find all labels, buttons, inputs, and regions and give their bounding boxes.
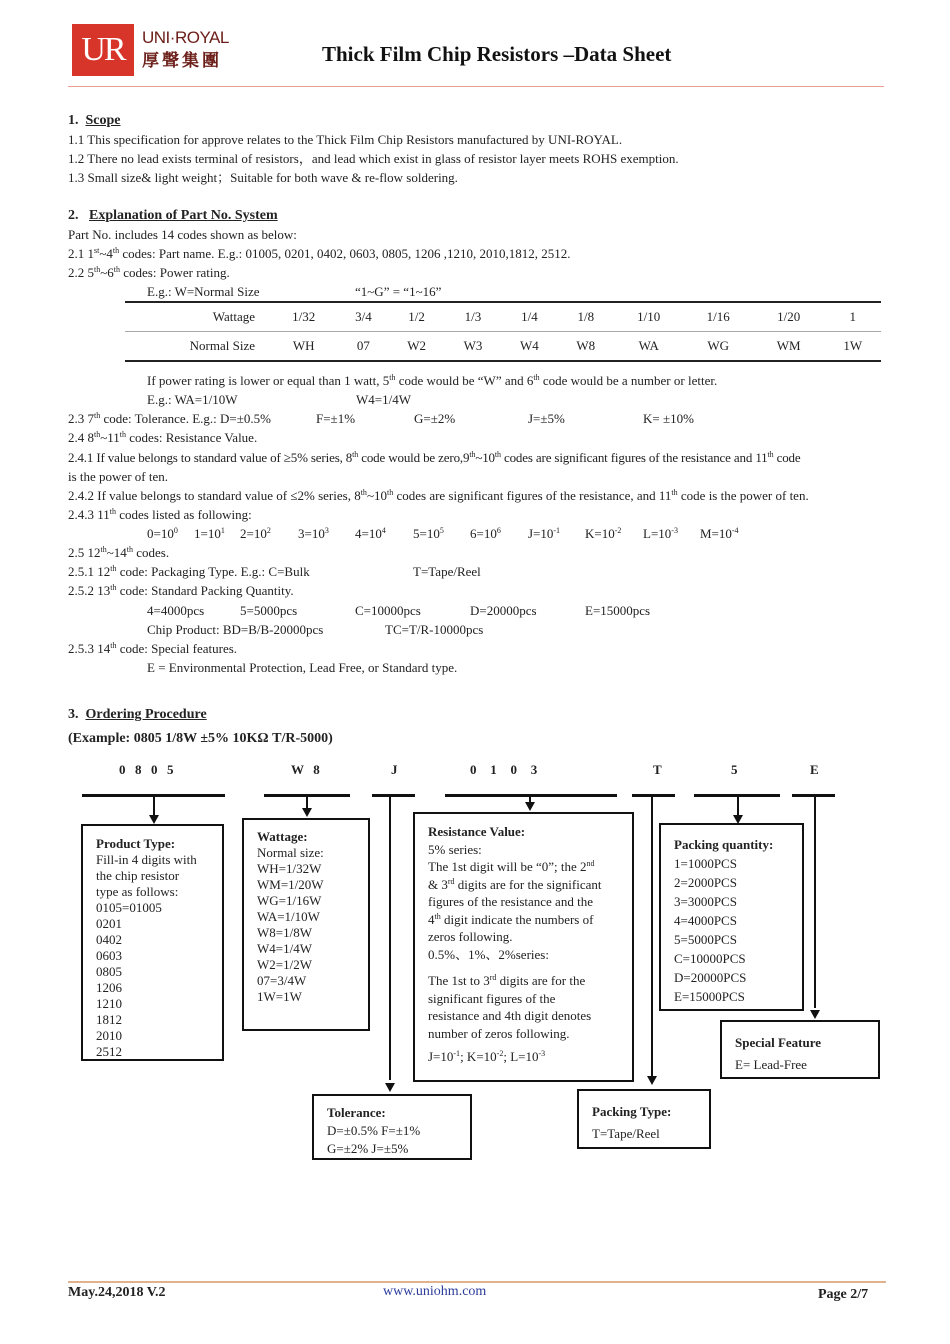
- arrow-down-icon: [810, 1010, 820, 1019]
- box-line: number of zeros following.: [428, 1025, 570, 1041]
- power-code: $M=10^{-4}$: [700, 526, 739, 541]
- part-no-2-4-3: 2.4.3 11th codes listed as following:: [68, 507, 252, 522]
- box-line: WM=1/20W: [257, 877, 324, 892]
- box-line: 0201: [96, 916, 122, 931]
- box-line: $J=10^{-1}$; $K=10^{-2}$; $L=10^{-3}$: [428, 1049, 546, 1064]
- box-line: 3=3000PCS: [674, 894, 737, 909]
- tolerance-box: [312, 1094, 472, 1160]
- bracket-tolerance: [372, 794, 415, 797]
- heading-text: Explanation of Part No. System: [89, 208, 278, 223]
- box-line: C=10000PCS: [674, 951, 746, 966]
- part-no-2-3: 2.3 7th code: Tolerance. E.g.: D=±0.5%: [68, 411, 271, 426]
- code-special: E: [810, 762, 820, 777]
- power-code: $1=10^1$: [194, 526, 225, 541]
- box-line: 07=3/4W: [257, 973, 307, 988]
- special-features-note: E = Environmental Protection, Lead Free, or Standard type.: [147, 660, 458, 675]
- box-title: Product Type:: [96, 836, 176, 851]
- box-line: 0.5%、1%、2%series:: [428, 946, 549, 962]
- box-line: 2512: [96, 1044, 122, 1059]
- code-resistance: 0 1 0 3: [470, 762, 539, 777]
- table-cell: 1/32: [269, 302, 338, 332]
- box-line: 0402: [96, 932, 122, 947]
- box-line: the chip resistor: [96, 868, 180, 883]
- row-label: Wattage: [125, 302, 269, 332]
- table-cell: W8: [558, 332, 614, 362]
- power-code: $3=10^3$: [298, 526, 329, 541]
- footer-website-link[interactable]: www.uniohm.com: [383, 1284, 487, 1299]
- power-code: $4=10^4$: [355, 526, 386, 541]
- table-cell: WM: [753, 332, 825, 362]
- power-code: $J=10^{-1}$: [528, 526, 561, 541]
- box-line: W8=1/8W: [257, 925, 312, 940]
- table-cell: 1: [825, 302, 881, 332]
- box-title: Wattage:: [257, 829, 308, 844]
- box-line: The 1st digit will be “0”; the 2nd: [428, 859, 595, 874]
- table-cell: WG: [683, 332, 752, 362]
- box-line: 0105=01005: [96, 900, 162, 915]
- box-line: 1=1000PCS: [674, 856, 737, 871]
- bracket-resistance: [445, 794, 617, 797]
- part-no-2-1: 2.1 1st~4th codes: Part name. E.g.: 01005, 0201, 0402, 0603, 0805, 1206 ,1210, 2010,1812, 2512.: [68, 246, 571, 261]
- part-no-2-4: 2.4 8th~11th codes: Resistance Value.: [68, 430, 258, 445]
- heading-text: Ordering Procedure: [85, 707, 207, 722]
- power-code: $L=10^{-3}$: [643, 526, 678, 541]
- arrow-down-icon: [385, 1083, 395, 1092]
- packing-quantity-box: [659, 823, 804, 1011]
- heading-text: Scope: [85, 113, 121, 128]
- box-line: The 1st to 3rd digits are for the: [428, 973, 586, 988]
- footer-page-number: Page 2/7: [818, 1287, 869, 1302]
- power-code: $2=10^2$: [240, 526, 271, 541]
- code-tolerance: J: [391, 762, 399, 777]
- part-no-intro: Part No. includes 14 codes shown as below:: [68, 227, 297, 242]
- box-line: WA=1/10W: [257, 909, 320, 924]
- power-code: $0=10^0$: [147, 526, 178, 541]
- tolerance-g: G=±2%: [414, 411, 456, 426]
- box-line: T=Tape/Reel: [592, 1126, 660, 1141]
- heading-number: 1.: [68, 113, 79, 128]
- part-no-2-2: 2.2 5th~6th codes: Power rating.: [68, 265, 230, 280]
- scope-line-1: 1.1 This specification for approve relates to the Thick Film Chip Resistors manufactured by UNI-ROYAL.: [68, 132, 623, 147]
- table-row-wattage: [125, 302, 881, 332]
- box-line: WH=1/32W: [257, 861, 322, 876]
- part-no-2-5: 2.5 12th~14th codes.: [68, 545, 170, 560]
- connector-line-packing-type: [651, 796, 653, 1076]
- eg-range: “1~G” = “1~16”: [355, 284, 442, 299]
- scope-line-2: 1.2 There no lead exists terminal of resistors，and lead which exist in glass of resistor layer meets ROHS exemption.: [68, 151, 679, 166]
- box-line: 4=4000PCS: [674, 913, 737, 928]
- box-line: resistance and 4th digit denotes: [428, 1008, 592, 1023]
- table-cell: 07: [338, 332, 388, 362]
- resistance-value-box: [413, 812, 634, 1082]
- table-cell: 1/3: [445, 302, 501, 332]
- box-line: W2=1/2W: [257, 957, 312, 972]
- box-line: 4th digit indicate the numbers of: [428, 911, 594, 927]
- arrow-down-icon: [149, 815, 159, 824]
- bracket-packing-type: [632, 794, 675, 797]
- table-cell: W3: [445, 332, 501, 362]
- table-cell: W4: [501, 332, 557, 362]
- scope-heading: [68, 113, 121, 129]
- box-line: zeros following.: [428, 929, 513, 944]
- table-cell: W2: [388, 332, 444, 362]
- box-line: Normal size:: [257, 845, 324, 860]
- heading-number: 3.: [68, 707, 79, 722]
- document-title: Thick Film Chip Resistors –Data Sheet: [322, 42, 672, 66]
- code-wattage: W 8: [291, 762, 321, 777]
- box-title: Resistance Value:: [428, 824, 526, 839]
- box-line: & 3rd digits are for the significant: [428, 876, 602, 892]
- power-code: $5=10^5$: [413, 526, 444, 541]
- connector-line: [737, 796, 739, 816]
- box-title: Special Feature: [735, 1035, 822, 1050]
- ordering-heading: [68, 707, 207, 723]
- connector-line-tolerance: [389, 796, 391, 1080]
- part-no-heading: [68, 208, 278, 224]
- packaging-tape-reel: T=Tape/Reel: [413, 564, 481, 579]
- tolerance-f: F=±1%: [316, 411, 356, 426]
- box-line: 0805: [96, 964, 122, 979]
- row-label: Normal Size: [125, 332, 269, 362]
- company-logo-chinese: 厚聲集團: [142, 51, 222, 71]
- table-cell: WH: [269, 332, 338, 362]
- wattage-table: [125, 301, 881, 362]
- header-divider: [68, 86, 884, 87]
- qty-code: 5=5000pcs: [240, 603, 298, 618]
- table-cell: 3/4: [338, 302, 388, 332]
- box-title: Tolerance:: [327, 1105, 386, 1120]
- box-line: 1812: [96, 1012, 122, 1027]
- eg-wa: E.g.: WA=1/10W: [147, 392, 238, 407]
- company-logo-name: UNI·ROYAL: [142, 28, 229, 47]
- chip-product-tc: TC=T/R-10000pcs: [385, 622, 484, 637]
- part-no-2-5-1: 2.5.1 12th code: Packaging Type. E.g.: C=Bulk: [68, 564, 310, 579]
- part-no-2-4-1-cont: is the power of ten.: [68, 469, 169, 484]
- eg-normal-size: E.g.: W=Normal Size: [147, 284, 260, 299]
- special-feature-box: [720, 1020, 880, 1079]
- table-cell: 1/8: [558, 302, 614, 332]
- box-line: type as follows:: [96, 884, 179, 899]
- table-cell: 1/2: [388, 302, 444, 332]
- scope-line-3: 1.3 Small size& light weight；Suitable for both wave & re-flow soldering.: [68, 170, 458, 185]
- box-line: WG=1/16W: [257, 893, 322, 908]
- box-line: 5=5000PCS: [674, 932, 737, 947]
- qty-code: 4=4000pcs: [147, 603, 205, 618]
- table-cell: 1/16: [683, 302, 752, 332]
- box-line: 2010: [96, 1028, 122, 1043]
- box-line: E= Lead-Free: [735, 1057, 807, 1072]
- part-no-2-4-2: 2.4.2 If value belongs to standard value of ≤2% series, 8th~10th codes are significant figures of the resistance, and 11th code is the power of ten.: [68, 488, 809, 503]
- qty-code: E=15000pcs: [585, 603, 651, 618]
- company-logo-mark: UR: [72, 24, 134, 76]
- arrow-down-icon: [525, 802, 535, 811]
- code-part-size: 0 8 0 5: [119, 762, 175, 777]
- eg-w4: W4=1/4W: [356, 392, 411, 407]
- box-line: 5% series:: [428, 841, 482, 857]
- code-packing-type: T: [653, 762, 663, 777]
- box-line: G=±2% J=±5%: [327, 1141, 409, 1156]
- qty-code: D=20000pcs: [470, 603, 537, 618]
- table-cell: WA: [614, 332, 683, 362]
- chip-product-bd: Chip Product: BD=B/B-20000pcs: [147, 622, 324, 637]
- arrow-down-icon: [647, 1076, 657, 1085]
- table-cell: 1/4: [501, 302, 557, 332]
- ordering-example: (Example: 0805 1/8W ±5% 10KΩ T/R-5000): [68, 731, 333, 746]
- packing-type-box: [577, 1089, 711, 1149]
- box-line: D=20000PCS: [674, 970, 747, 985]
- box-line: 0603: [96, 948, 122, 963]
- connector-line-special: [814, 796, 816, 1008]
- qty-code: C=10000pcs: [355, 603, 421, 618]
- table-row-normal-size: [125, 332, 881, 362]
- table-cell: 1/20: [753, 302, 825, 332]
- box-line: figures of the resistance and the: [428, 894, 593, 909]
- part-no-2-5-2: 2.5.2 13th code: Standard Packing Quantity.: [68, 583, 294, 598]
- box-line: 1W=1W: [257, 989, 302, 1004]
- code-packing-qty: 5: [731, 762, 739, 777]
- tolerance-k: K= ±10%: [643, 411, 694, 426]
- heading-number: 2.: [68, 208, 79, 223]
- wattage-box: [242, 818, 370, 1031]
- box-line: 1210: [96, 996, 122, 1011]
- box-title: Packing Type:: [592, 1104, 672, 1119]
- footer-divider: [68, 1281, 886, 1283]
- part-no-2-5-3: 2.5.3 14th code: Special features.: [68, 641, 238, 656]
- product-type-box: [81, 824, 224, 1061]
- box-line: 2=2000PCS: [674, 875, 737, 890]
- footer-date-version: May.24,2018 V.2: [68, 1285, 166, 1300]
- power-code: $6=10^6$: [470, 526, 501, 541]
- box-line: Fill-in 4 digits with: [96, 852, 197, 867]
- part-no-2-4-1: 2.4.1 If value belongs to standard value of ≥5% series, 8th code would be zero,9th~10th codes are significant figures of the resistance and 11th code: [68, 450, 801, 465]
- table-cell: 1/10: [614, 302, 683, 332]
- box-line: E=15000PCS: [674, 989, 745, 1004]
- arrow-down-icon: [302, 808, 312, 817]
- power-code: $K=10^{-2}$: [585, 526, 622, 541]
- connector-line: [153, 796, 155, 816]
- box-title: Packing quantity:: [674, 837, 774, 852]
- power-note: If power rating is lower or equal than 1 watt, 5th code would be “W” and 6th code would be a number or letter.: [147, 373, 718, 388]
- box-line: W4=1/4W: [257, 941, 312, 956]
- box-line: significant figures of the: [428, 990, 556, 1006]
- tolerance-j: J=±5%: [528, 411, 565, 426]
- table-cell: 1W: [825, 332, 881, 362]
- box-line: D=±0.5% F=±1%: [327, 1123, 421, 1138]
- box-line: 1206: [96, 980, 122, 995]
